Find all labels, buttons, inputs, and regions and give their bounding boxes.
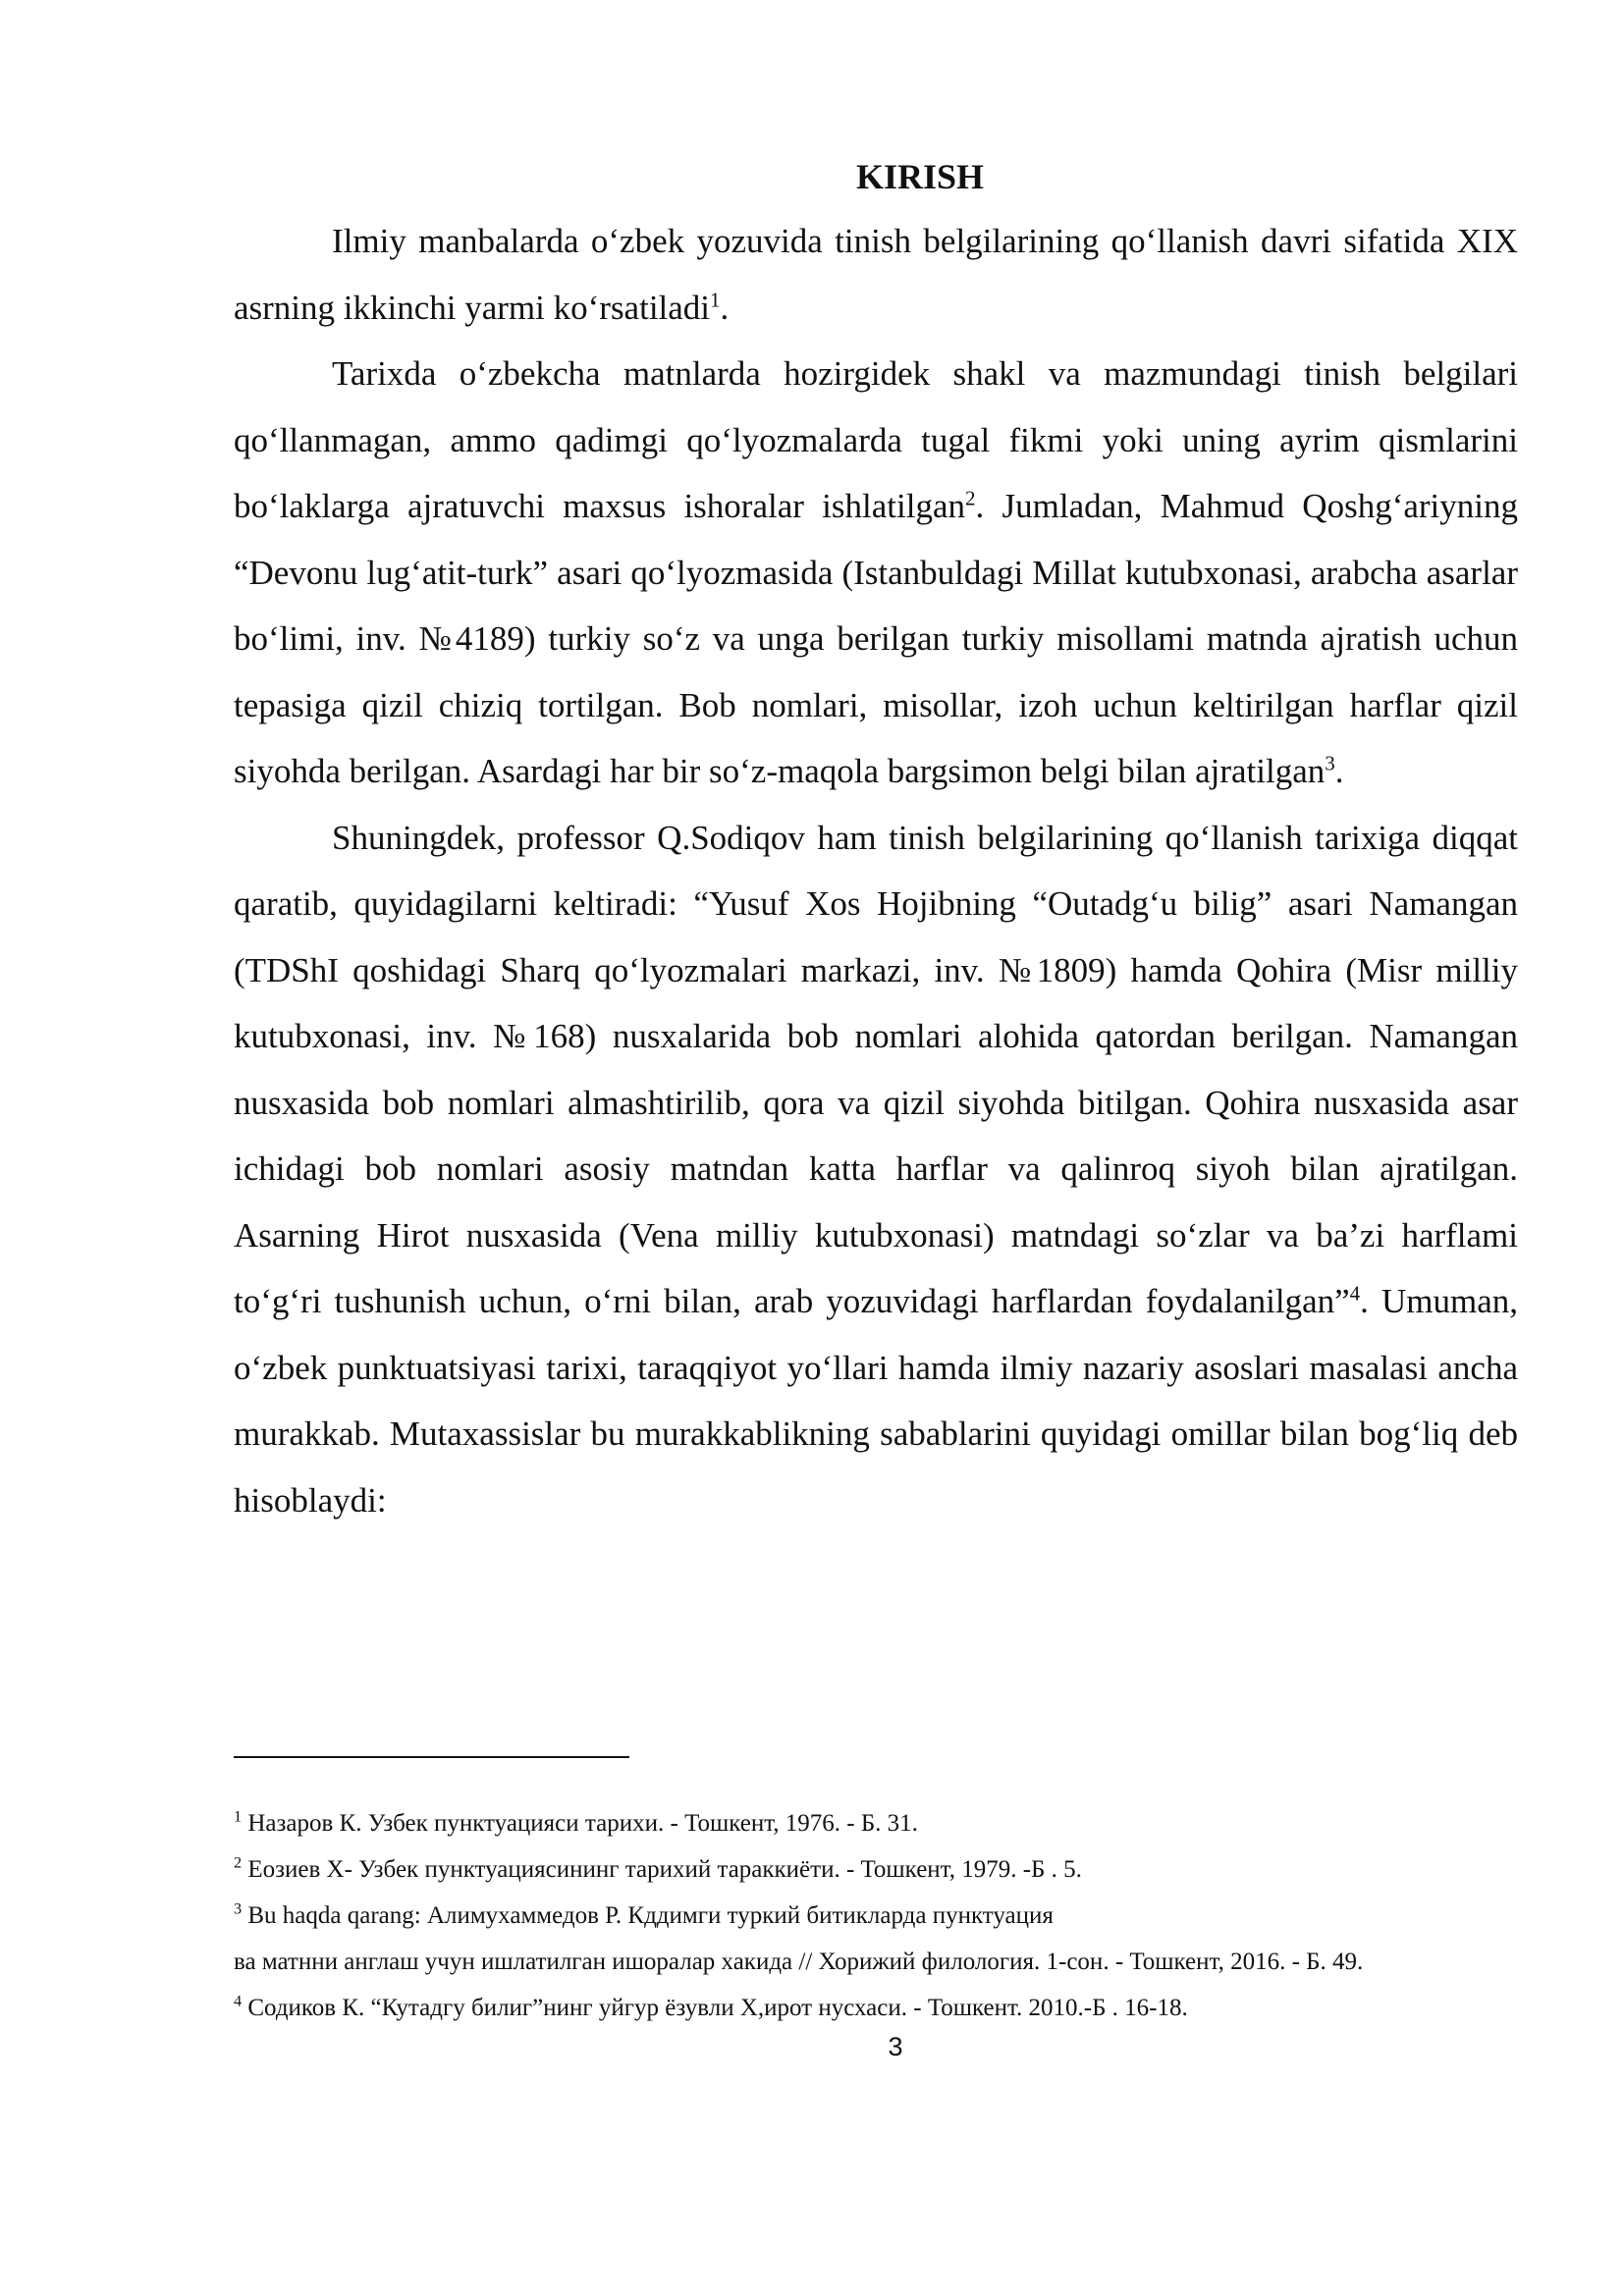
paragraph-text: Shuningdek, professor Q.Sodiqov ham tinish belgilarining qo‘llanish tarixiga diqqat qaratib, quyidagilarni keltiradi: “Yusuf Xos Hojibning “Outadg‘u bilig” asari Namangan (TDShI qoshidagi Sharq qo‘lyozmalari markazi, inv. №1809) hamda Qohira (Misr milliy kutubxonasi, inv. №168) nusxalarida bob nomlari alohida qatordan berilgan. Namangan nusxasida bob nomlari almashtirilib, qora va qizil siyohda bitilgan. Qohira nusxasida asar ichidagi bob nomlari asosiy matndan katta harflar va qalinroq siyoh bilan ajratilgan. Asarning Hirot nusxasida (Vena milliy kutubxonasi) matndagi so‘zlar va ba’zi harflami to‘g‘ri tushunish uchun, o‘rni bilan, arab yozuvidagi harflardan foydalanilgan” [234, 818, 1518, 1320]
footnote-number: 4 [234, 1992, 243, 2010]
footnote-number: 3 [234, 1899, 243, 1918]
footnote-2 [234, 1846, 1540, 1893]
footnote-4 [234, 1985, 1540, 2031]
footnote-1 [234, 1800, 1540, 1846]
footnote-number: 1 [234, 1807, 243, 1826]
footnote-ref: 3 [1325, 751, 1335, 775]
footnote-number: 2 [234, 1853, 243, 1872]
body-text [234, 208, 1518, 1533]
footnote-text: Назаров К. Узбек пунктуацияси тарихи. - Тошкент, 1976. - Б. 31. [242, 1810, 918, 1837]
paragraph-text: . Umuman, o‘zbek punktuatsiyasi tarixi, taraqqiyot yo‘llari hamda ilmiy nazariy asoslari masalasi ancha murakkab. Mutaxassislar bu murakkablikning sabablarini quyidagi omillar bilan bog‘liq deb hisoblaydi: [234, 1282, 1518, 1520]
paragraph-text: . [720, 288, 730, 327]
footnote-3 [234, 1893, 1540, 1939]
footnotes [234, 1800, 1540, 2031]
footnote-3-continued [234, 1939, 1540, 1985]
section-heading: KIRISH [855, 157, 985, 196]
paragraph-text: . Jumladan, Mahmud Qoshg‘ariyning “Devonu lug‘atit-turk” asari qo‘lyozmasida (Istanbuldagi Millat kutubxonasi, arabcha asarlar bo‘limi, inv. №4189) turkiy so‘z va unga berilgan turkiy misollami matnda ajratish uchun tepasiga qizil chiziq tortilgan. Bob nomlari, misollar, izoh uchun keltirilgan harflar qizil siyohda berilgan. Asardagi har bir so‘z-maqola bargsimon belgi bilan ajratilgan [234, 487, 1518, 790]
paragraph-text: . [1334, 752, 1344, 790]
footnote-text: Еозиев Х- Узбек пунктуациясининг тарихий тараккиёти. - Тошкент, 1979. -Б . 5. [242, 1856, 1082, 1883]
footnote-text: Содиков К. “Кутадгу билиг”нинг уйгур ёзувли Х,ирот нусхаси. - Тошкент. 2010.-Б . 16-18. [242, 1995, 1188, 2021]
paragraph-text: Tarixda o‘zbekcha matnlarda hozirgidek shakl va mazmundagi tinish belgilari qo‘llanmagan, ammo qadimgi qo‘lyozmalarda tugal fikmi yoki uning ayrim qismlarini bo‘laklarga ajratuvchi maxsus ishoralar ishlatilgan [234, 354, 1518, 525]
footnote-text: Bu haqda qarang: Алимухаммедов Р. Кддимги туркий битикларда пунктуация [242, 1902, 1054, 1929]
footnote-ref: 4 [1349, 1281, 1361, 1306]
footnote-text: ва матнни англаш учун ишлатилган ишоралар хакида // Хорижий филология. 1-сон. - Тошкент, 2016. - Б. 49. [234, 1949, 1364, 1975]
paragraph-1 [234, 208, 1518, 341]
paragraph-text: Ilmiy manbalarda o‘zbek yozuvida tinish belgilarining qo‘llanish davri sifatida XIX asrning ikkinchi yarmi ko‘rsatiladi [234, 222, 1518, 327]
footnote-separator [234, 1756, 629, 1758]
paragraph-3 [234, 805, 1518, 1534]
footnote-ref: 1 [710, 287, 721, 311]
paragraph-2 [234, 341, 1518, 805]
footnote-ref: 2 [964, 486, 976, 510]
page-number: 3 [888, 2032, 903, 2061]
